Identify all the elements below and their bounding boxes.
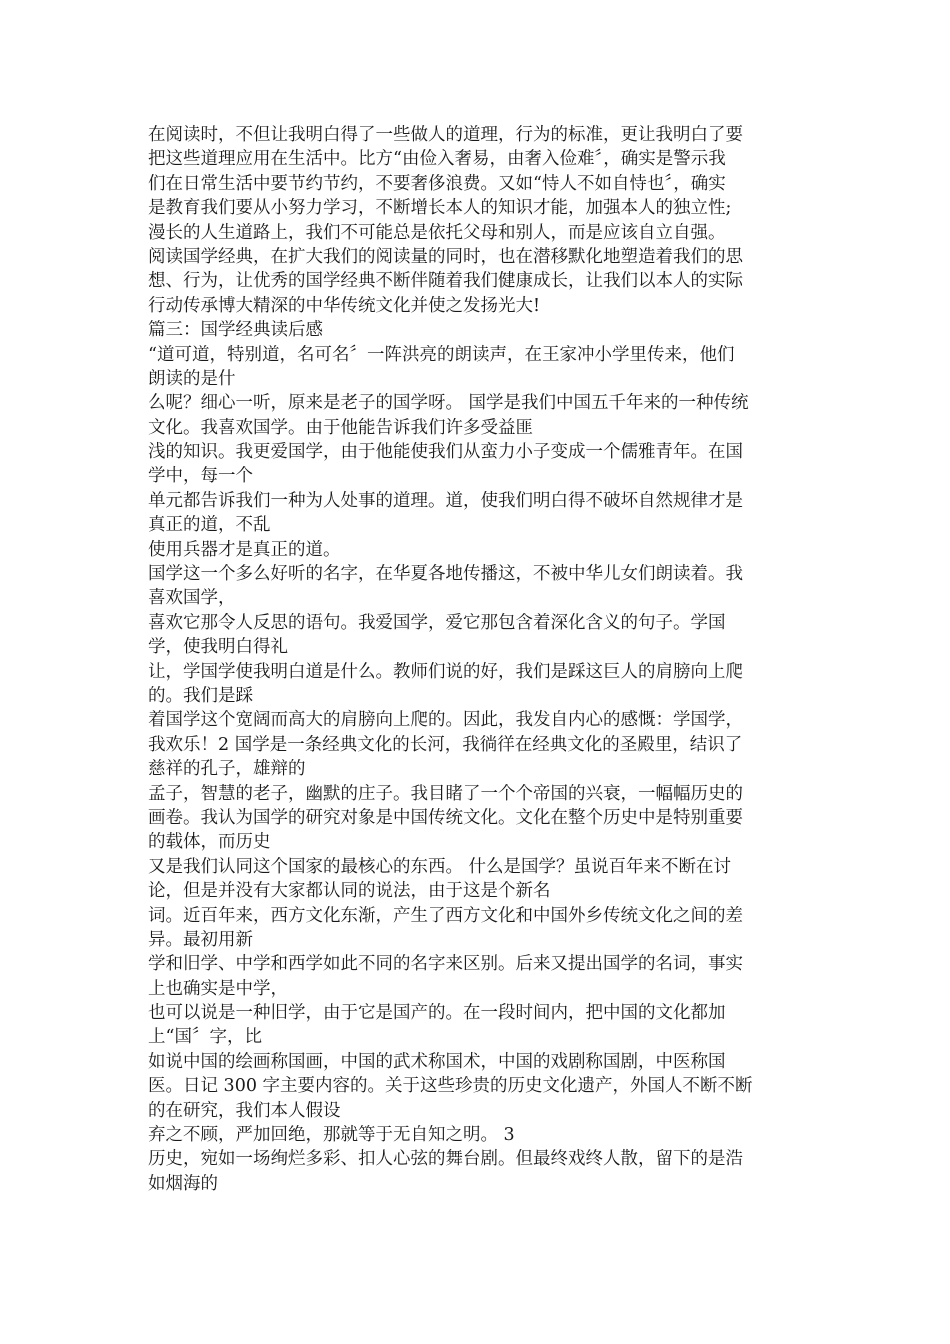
- text-line: 朗读的是什: [148, 368, 236, 389]
- text-line: 如说中国的绘画称国画，中国的武术称国术，中国的戏剧称国剧，中医称国: [148, 1051, 726, 1072]
- text-line: 在阅读时，不但让我明白得了一些做人的道理，行为的标准，更让我明白了要: [148, 125, 743, 145]
- text-line: 行动传承博大精深的中华传统文化并使之发扬光大!: [148, 295, 541, 316]
- text-line: 是教育我们要从小努力学习，不断增长本人的知识才能，加强本人的独立性;: [148, 198, 732, 219]
- text-line: 的在研究，我们本人假设: [148, 1100, 341, 1121]
- text-line: 想、行为，让优秀的国学经典不断伴随着我们健康成长，让我们以本人的实际: [148, 271, 743, 292]
- text-line: 真正的道，不乱: [148, 515, 271, 536]
- text-line: 阅读国学经典，在扩大我们的阅读量的同时，也在潜移默化地塑造着我们的思: [148, 246, 743, 267]
- text-line: 国学这一个多么好听的名字，在华夏各地传播这，不被中华儿女们朗读着。我: [148, 564, 743, 585]
- text-line: 使用兵器才是真正的道。: [148, 539, 341, 560]
- text-line: 医。日记 300 字主要内容的。关于这些珍贵的历史文化遗产，外国人不断不断: [148, 1076, 753, 1097]
- text-line: 把这些道理应用在生活中。比方“由俭入奢易，由奢入俭难〞，确实是警示我: [148, 149, 726, 170]
- text-line: 学和旧学、中学和西学如此不同的名字来区别。后来又提出国学的名词，事实: [148, 954, 743, 975]
- text-line: 孟子，智慧的老子，幽默的庄子。我目睹了一个个帝国的兴衰，一幅幅历史的: [148, 783, 743, 804]
- text-line: 弃之不顾，严加回绝，那就等于无自知之明。 3: [148, 1125, 515, 1146]
- text-line: 上“国〞字，比: [148, 1027, 262, 1048]
- text-line: 浅的知识。我更爱国学，由于他能使我们从蛮力小子变成一个儒雅青年。在国: [148, 442, 743, 463]
- text-line: 单元都告诉我们一种为人处事的道理。道，使我们明白得不破坏自然规律才是: [148, 490, 743, 511]
- text-line: 异。最初用新: [148, 929, 253, 950]
- text-line: 让，学国学使我明白道是什么。教师们说的好，我们是踩这巨人的肩膀向上爬: [148, 661, 743, 682]
- text-line: 么呢？细心一听，原来是老子的国学呀。 国学是我们中国五千年来的一种传统: [148, 393, 749, 414]
- text-line: 们在日常生活中要节约节约，不要奢侈浪费。又如“恃人不如自恃也〞，确实: [148, 173, 726, 194]
- text-line: 慈祥的孔子，雄辩的: [148, 759, 306, 780]
- text-line: 文化。我喜欢国学。由于他能告诉我们许多受益匪: [148, 417, 533, 438]
- text-line: 画卷。我认为国学的研究对象是中国传统文化。文化在整个历史中是特别重要: [148, 807, 743, 828]
- text-line: 上也确实是中学，: [148, 978, 288, 999]
- text-line: 也可以说是一种旧学，由于它是国产的。在一段时间内，把中国的文化都加: [148, 1003, 726, 1024]
- text-line: 历史，宛如一场绚烂多彩、扣人心弦的舞台剧。但最终戏终人散，留下的是浩: [148, 1149, 743, 1170]
- text-line: 又是我们认同这个国家的最核心的东西。 什么是国学？虽说百年来不断在讨: [148, 856, 732, 877]
- text-line: 漫长的人生道路上，我们不可能总是依托父母和别人，而是应该自立自强。: [148, 222, 726, 243]
- text-line: 的。我们是踩: [148, 685, 253, 706]
- text-line: 的载体，而历史: [148, 832, 271, 853]
- text-line: 词。近百年来，西方文化东渐，产生了西方文化和中国外乡传统文化之间的差: [148, 905, 743, 926]
- text-line: 学，使我明白得礼: [148, 637, 288, 658]
- document-body: [148, 123, 808, 1196]
- text-line: 如烟海的: [148, 1173, 218, 1194]
- text-line: 论，但是并没有大家都认同的说法，由于这是个新名: [148, 881, 551, 902]
- text-line: 篇三：国学经典读后感: [148, 320, 323, 341]
- text-line: 喜欢它那令人反思的语句。我爱国学，爱它那包含着深化含义的句子。学国: [148, 612, 726, 633]
- text-line: 我欢乐！2 国学是一条经典文化的长河，我徜徉在经典文化的圣殿里，结识了: [148, 734, 743, 755]
- text-line: “道可道，特别道，名可名〞一阵洪亮的朗读声，在王家冲小学里传来，他们: [148, 344, 735, 365]
- text-line: 喜欢国学，: [148, 588, 236, 609]
- text-line: 学中，每一个: [148, 466, 253, 487]
- text-line: 着国学这个宽阔而高大的肩膀向上爬的。因此，我发自内心的感慨：学国学，: [148, 710, 743, 731]
